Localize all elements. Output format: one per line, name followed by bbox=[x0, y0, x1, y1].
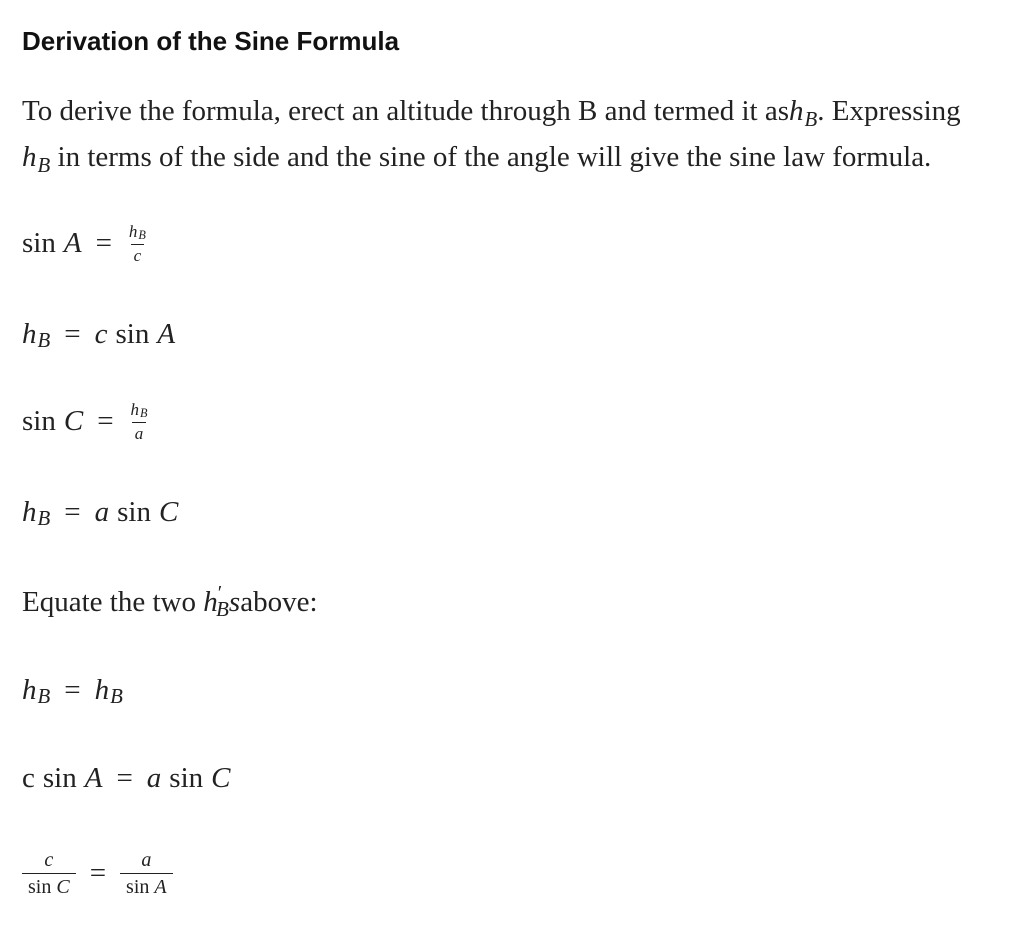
equals-sign: = bbox=[97, 405, 114, 437]
b-subscript: B bbox=[140, 406, 148, 421]
b-subscript: B bbox=[37, 327, 51, 352]
a-lower: a bbox=[94, 496, 110, 528]
sin-text: sin bbox=[22, 227, 56, 259]
equals-sign: = bbox=[116, 762, 133, 794]
h-symbol: h bbox=[94, 674, 110, 706]
fraction-right bbox=[120, 848, 173, 899]
intro-tail-1: . Expressing bbox=[817, 95, 961, 127]
fraction bbox=[126, 222, 149, 265]
sin-text: sin bbox=[28, 876, 52, 898]
b-subscript: B bbox=[804, 106, 818, 131]
h-symbol: h bbox=[130, 400, 140, 419]
c-lower: c bbox=[44, 849, 54, 871]
h-symbol: h bbox=[128, 222, 138, 241]
h-symbol: h bbox=[22, 496, 37, 528]
equals-sign: = bbox=[64, 674, 81, 706]
b-subscript: B bbox=[216, 597, 229, 622]
equals-sign: = bbox=[64, 496, 81, 528]
equals-sign: = bbox=[95, 227, 112, 259]
equals-sign: = bbox=[89, 857, 107, 889]
intro-text-2: in terms of the side and the sine of the angle will give the sine law formula. bbox=[50, 141, 932, 173]
a-upper: A bbox=[63, 227, 82, 259]
equals-sign: = bbox=[64, 318, 81, 350]
h-symbol: h bbox=[22, 141, 37, 173]
equate-tail: above: bbox=[240, 586, 318, 618]
sin-text: sin bbox=[115, 318, 150, 350]
a-lower: a bbox=[141, 849, 152, 871]
a-lower: a bbox=[132, 422, 147, 443]
fraction bbox=[128, 400, 151, 443]
a-upper: A bbox=[157, 318, 176, 350]
sin-text: sin bbox=[169, 762, 204, 794]
a-lower: a bbox=[146, 762, 162, 794]
sin-text: sin bbox=[126, 876, 150, 898]
c-upper: C bbox=[63, 405, 84, 437]
sin-text: sin bbox=[42, 762, 77, 794]
equation-hb-c-sin-a bbox=[22, 318, 175, 351]
intro-line-2 bbox=[22, 140, 931, 176]
b-subscript: B bbox=[110, 683, 123, 708]
b-subscript: B bbox=[138, 228, 146, 243]
equate-sentence bbox=[22, 581, 318, 622]
equation-law-of-sines bbox=[22, 848, 173, 899]
h-symbol: h bbox=[203, 586, 218, 618]
b-subscript: B bbox=[37, 152, 51, 177]
s-symbol: s bbox=[228, 586, 241, 618]
equation-sin-c bbox=[22, 400, 151, 443]
c-lower: c bbox=[131, 244, 145, 265]
c-upper: C bbox=[158, 496, 179, 528]
c-upper: C bbox=[211, 762, 231, 794]
equation-c-sin-a-equals-a-sin-c bbox=[22, 762, 230, 795]
fraction-left bbox=[22, 848, 76, 899]
h-symbol: h bbox=[22, 318, 37, 350]
page-title: Derivation of the Sine Formula bbox=[22, 26, 400, 56]
equation-sin-a bbox=[22, 222, 149, 265]
equate-text: Equate the two bbox=[22, 586, 204, 618]
b-subscript: B bbox=[37, 683, 51, 708]
intro-line-1 bbox=[22, 94, 961, 130]
b-subscript: B bbox=[37, 505, 51, 530]
a-upper: A bbox=[84, 762, 103, 794]
c-lower: c bbox=[22, 762, 35, 794]
sin-text: sin bbox=[22, 405, 56, 437]
c-upper: C bbox=[56, 876, 70, 898]
h-symbol: h bbox=[789, 95, 804, 127]
prime-mark: ′ bbox=[217, 581, 223, 604]
equation-hb-equals-hb bbox=[22, 674, 123, 707]
h-symbol: h bbox=[22, 674, 37, 706]
sin-text: sin bbox=[117, 496, 151, 528]
a-upper: A bbox=[154, 876, 167, 898]
c-lower: c bbox=[94, 318, 108, 350]
equation-hb-a-sin-c bbox=[22, 496, 178, 529]
intro-text-1: To derive the formula, erect an altitude through B and termed it as bbox=[22, 95, 790, 127]
